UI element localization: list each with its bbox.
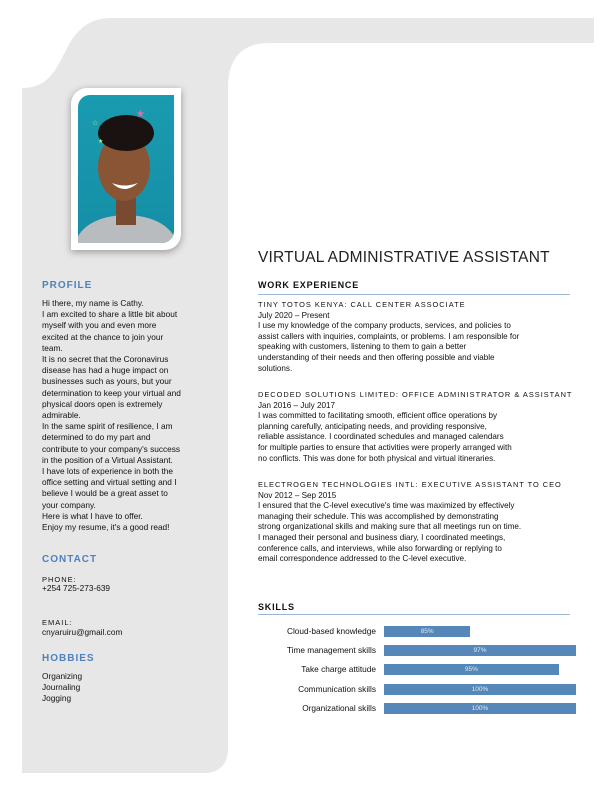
profile-line: in the position of a Virtual Assistant.	[42, 454, 173, 465]
phone-value: +254 725-273-639	[42, 583, 111, 593]
job-dates: July 2020 – Present	[258, 310, 330, 320]
contact-heading: CONTACT	[42, 554, 98, 565]
profile-line: Enjoy my resume, it's a good read!	[42, 522, 170, 533]
job-title-heading: VIRTUAL ADMINISTRATIVE ASSISTANT	[258, 249, 550, 266]
profile-photo	[78, 95, 174, 243]
profile-text	[42, 298, 181, 533]
svg-text:★: ★	[136, 109, 145, 120]
profile-line: businesses such as yours, but your	[42, 376, 172, 387]
hobby-item: Organizing	[42, 671, 83, 681]
job-dates: Jan 2016 – July 2017	[258, 400, 335, 410]
job-description-line: I was committed to facilitating smooth, efficient office operations by	[258, 411, 498, 421]
job-description-line: speaking with customers, listening to them to gain a better	[258, 342, 467, 352]
skill-label: Organizational skills	[302, 703, 376, 713]
job-entry	[258, 390, 572, 464]
profile-line: Here is what I have to offer.	[42, 510, 143, 521]
skill-bar: 100%	[384, 684, 576, 695]
job-title: DECODED SOLUTIONS LIMITED: OFFICE ADMINISTRATOR & ASSISTANT	[258, 390, 573, 399]
profile-line: your company.	[42, 499, 96, 510]
job-description-line: understanding of their needs and then offering possible and viable	[258, 352, 495, 362]
job-description-line: for multiple parties to ensure that activities were properly arranged with	[258, 442, 512, 452]
divider	[258, 614, 570, 615]
hobbies-heading: HOBBIES	[42, 653, 95, 664]
svg-text:★: ★	[98, 139, 104, 145]
job-title: ELECTROGEN TECHNOLOGIES INTL: EXECUTIVE ASSISTANT TO CEO	[258, 480, 562, 489]
profile-line: determination to keep your virtual and	[42, 387, 181, 398]
person-portrait-icon	[78, 95, 174, 243]
job-description-line: email correspondence addressed to the C-level executive.	[258, 554, 467, 564]
profile-line: team.	[42, 342, 63, 353]
job-entry	[258, 480, 562, 565]
profile-line: myself with you and even more	[42, 320, 157, 331]
hobby-item: Journaling	[42, 682, 81, 693]
skill-label: Time management skills	[286, 645, 376, 655]
job-description-line: I ensured that the C-level executive's time was maximized by effectively	[258, 501, 515, 511]
profile-photo-frame	[71, 88, 181, 250]
skill-bar: 85%	[384, 626, 470, 637]
job-description-line: I managed their personal and business diary, I coordinated meetings,	[258, 532, 506, 542]
job-description-line: reliable assistance. I coordinated schedules and managed calendars	[258, 432, 504, 442]
job-description-line: managing their schedule. This was accomplished by demonstrating	[258, 511, 499, 521]
profile-line: I am excited to share a little bit about	[42, 309, 178, 320]
job-description-line: no conflicts. This was done for both physical and virtual itineraries.	[258, 453, 496, 463]
profile-line: admirable.	[42, 410, 81, 421]
job-description-line: I use my knowledge of the company products, services, and policies to	[258, 321, 511, 331]
skills-heading: SKILLS	[258, 602, 295, 612]
skill-bar: 100%	[384, 703, 576, 714]
svg-text:☆: ☆	[92, 120, 99, 127]
email-label: EMAIL:	[42, 618, 73, 627]
job-description-line: strong organizational skills and making sure that all meetings run on time.	[258, 522, 522, 532]
skill-label: Take charge attitude	[301, 664, 376, 674]
profile-line: disease has had a huge impact on	[42, 365, 169, 376]
job-description-line: conference calls, and interviews, while also forwarding or replying to	[258, 543, 502, 553]
skill-bar: 95%	[384, 664, 559, 675]
profile-line: Hi there, my name is Cathy.	[42, 298, 144, 308]
profile-line: office setting and virtual setting and I	[42, 477, 177, 488]
email-value[interactable]: cnyaruiru@gmail.com	[42, 627, 123, 637]
divider	[258, 294, 570, 295]
profile-line: In the same spirit of resilience, I am	[42, 421, 173, 432]
hobby-item: Jogging	[42, 693, 72, 704]
job-title: TINY TOTOS KENYA: CALL CENTER ASSOCIATE	[258, 300, 466, 309]
profile-line: excited at the chance to join your	[42, 331, 164, 342]
phone-label: PHONE:	[42, 575, 77, 584]
job-description-line: solutions.	[258, 363, 293, 373]
skill-label: Communication skills	[298, 684, 376, 694]
profile-line: believe I would be a great asset to	[42, 488, 168, 499]
skill-bar: 97%	[384, 645, 576, 656]
job-dates: Nov 2012 – Sep 2015	[258, 490, 337, 500]
profile-line: It is no secret that the Coronavirus	[42, 354, 169, 365]
profile-line: determined to do my part and	[42, 432, 151, 443]
profile-line: physical doors open is extremely	[42, 398, 163, 409]
profile-line: contribute to your company's success	[42, 443, 181, 454]
job-description-line: assist callers with inquiries, complaints, or problems. I am responsible for	[258, 331, 520, 341]
profile-line: I have lots of experience in both the	[42, 466, 173, 477]
hobbies-list	[42, 671, 82, 705]
profile-heading: PROFILE	[42, 280, 93, 291]
work-experience-heading: WORK EXPERIENCE	[258, 280, 360, 290]
job-description-line: planning carefully, anticipating needs, and providing responsive,	[258, 421, 487, 431]
skill-label: Cloud-based knowledge	[286, 626, 376, 636]
job-entry	[258, 300, 519, 374]
